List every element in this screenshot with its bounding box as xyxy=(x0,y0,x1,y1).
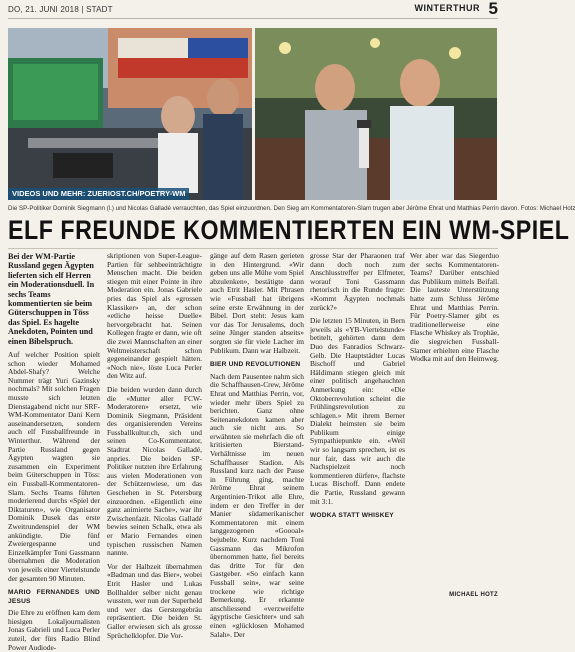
column-5 xyxy=(410,252,499,597)
subheading: MARIO FERNANDES UND JESUS xyxy=(8,589,100,605)
author-byline: MICHAEL HOTZ xyxy=(449,592,498,598)
headline: ELF FREUNDE KOMMENTIERTEN EIN WM-SPIEL xyxy=(8,215,570,245)
column-2 xyxy=(107,251,202,640)
body-paragraph: Auf welcher Position spielt schon wieder Mohamed Abdel-Shafy? Welche Nummer trägt Yuri Gazinsky nochmals? Mit solchen Fragen musste sich letzten Dienstagabend nicht nur SRF-WM-Kommentator Dani Kern auseinandersetzen, sondern auch elf Fussballfreunde in Winterthur. Während der Partie Russland gegen Ägypten wagten sie zusammen ein Experiment beim Güterschuppen in Töss: ein Fussball-Kommentatoren-Slam. Sechs Teams führten moderierend durchs «Spiel der Diktaturen», wie Organisator Dominik Dusek das erste Zweitrundenspiel der WM ankündigte. Die fünf Zweiergespanne und Einzelkämpfer Toni Gassmann übernahmen die Moderation von jeweils einer Viertelstunde der gesamten 90 Minuten. xyxy=(8,350,100,583)
body-paragraph: Die letzten 15 Minuten, in Bern jeweils als «YB-Viertelstunde» betitelt, gehörten dann dem Duo des Fanradios Schwarz-Gelb. Die Hauptstädter Lucas Bischoff und Gabriel Häldimann stiegen gleich mit einer politisch angehauchten Anmerkung ein: «Die Oktoberrevolution scheint die Frühlingsrevolution zu schlagen.» Mit ihrem Berner Dialekt heimsten sie beim Publikum einige Sympathiepunkte ein. «Weil wir so langsam sprechen, ist es nur fair, dass wir auch die Nachspielzeit noch kommentieren dürfen», flachste Lucas Bischoff. Dann endete die Partie, Russland gewann mit 3:1. xyxy=(310,316,405,506)
body-paragraph: Die Ehre zu eröffnen kam dem hiesigen Lokaljournalisten Jonas Gabrieli und Luca Perler zuteil, der fürs Radio Blind Power Audiode- xyxy=(8,608,100,652)
body-paragraph: Die beiden wurden dann durch die «Mutter aller FCW-Moderatoren» ersetzt, wie Dominik Siegmann, Präsident des organisierenden Vereins Fussballkultur.ch, sich und seinen Co-Kommentator, Stadtrat Nicolas Galladé, anpries. Die beiden SP-Politiker nutzten ihre Erfahrung aus vielen Moderationen von der Schützenwiese, um das Geschehen in St. Petersburg einzuordnen. «Eigentlich eine ganz animierte Sache», war ihr Zwischenfazit. Nicolas Galladé bewies seinen Schalk, etwa als er Mario Fernandes einen typischen russischen Namen nannte. xyxy=(107,384,202,558)
lead-paragraph: Bei der WM-Partie Russland gegen Ägypten lieferten sich elf Herren ein Moderationsduell. In sechs Teams kommentierten sie beim Güterschuppen in Töss das Spiel. Es hagelte Anekdoten, Pointen und einen Bibelspruch. xyxy=(8,252,95,346)
headline-divider xyxy=(8,248,498,249)
photo-winners-right xyxy=(255,28,497,200)
page-header xyxy=(8,2,498,19)
column-4 xyxy=(310,252,405,597)
photo-caption: Die SP-Politiker Dominik Siegmann (l.) und Nicolas Galladé verrauchten, das Spiel einzuordnen. Den Sieg am Kommentatoren-Slam trugen aber Jérôme Ehrat und Matthias Perrin davon. Fotos: Michael Hotz xyxy=(8,205,575,212)
section-label: WINTERTHUR xyxy=(414,3,480,13)
photo-commentators-left xyxy=(8,28,252,200)
body-paragraph: Nach dem Pausentee nahm sich die Schaffhausen-Crew, Jérôme Ehrat und Matthias Perrin, vor, wieder mehr übers Spiel zu berichten. Ganz ohne Seitenanekdoten kamen aber auch sie nicht aus. So erwähnten sie mehrfach die oft kritisierten Bierstand-Verhältnisse im neuen Schaffhauser Stadion. Als Russland kurz nach der Pause in Führung ging, machte Jérôme Ehrat seinem Argentinien-Trikot alle Ehre, indem er den Treffer in der Manier südamerikanischer Kommentatoren mit einem langgezogenen «Goooal» bejubelte. Kurz nachdem Toni Gassmann das Mikrofon übernommen hatte, fiel bereits das dritte Tor für den Gastgeber. «So einfach kann Fussball sein», war seine trockene wie richtige Bemerkung. Er erkannte anschliessend «verzweifelte ägyptische Gesichter» und sah einen «glücklosen Mohamed Salah». Der xyxy=(210,371,304,639)
column-3 xyxy=(210,251,304,639)
subheading: BIER UND REVOLUTIONEN xyxy=(210,361,301,369)
body-paragraph: Wer aber war das Siegerduo der sechs Kommentatoren-Teams? Darüber entschied das Publikum mittels Beifall. Die lauteste Unterstützung hatte zum Schluss Jérôme Ehrat und Matthias Perrin. Für Poetry-Slamer gibt es traditionellerweise eine Flasche Whiskey als Trophäe, die siegreichen Fussball-Slamer erhielten eine Flasche Wodka mit auf den Heimweg. xyxy=(410,251,499,364)
body-paragraph: gänge auf dem Rasen gerieten in den Hintergrund. «Wir geben uns alle Mühe vom Spiel abzulenken», bestätigte dann auch Etrit Hasler. Mit Phrasen wie «Fussball hat übrigens seine erste Erwähnung in der Bibel. Dort steht: Jesus kam vor das Tor Jerusalems, doch seine Jünger standen abseits» sorgten sie für viele Lacher im Publikum. Dann war Halbzeit. xyxy=(210,251,304,355)
subheading: WODKA STATT WHISKEY xyxy=(310,512,394,520)
body-paragraph: grosse Star der Pharaonen traf dann doch noch zum Anschlusstreffer per Elfmeter, worauf Toni Gassmann rhetorisch in die Runde fragte: «Kommt Ägypten nochmals zurück?» xyxy=(310,251,405,312)
page-number: 5 xyxy=(488,0,498,18)
date-section-label: DO, 21. JUNI 2018 | STADT xyxy=(8,5,113,14)
video-link-banner[interactable]: VIDEOS UND MEHR: ZUERIOST.CH/POETRY-WM xyxy=(8,188,189,200)
body-paragraph: Vor der Halbzeit übernahmen «Badman und das Bier», wobei Etrit Hasler und Lukas Bollhalder selber nicht genau wussten, wer nun der Superheld und wer das Gerstengebräu repräsentiert. Die beiden St. Galler erwiesen sich als grosse Sprüchelklopfer. Die Vor- xyxy=(107,561,202,640)
column-1 xyxy=(8,252,100,652)
body-paragraph: skriptionen von Super-League-Partien für sehbeeinträchtigte Menschen macht. Die beiden stiegen mit einer Pointe in ihre Moderation ein. Jonas Gabriele pries das Spiel als «grossen Klassiker» an, der schon «etliche heisse Duelle» hervorgebracht hat. Seinen Kollegen fragte er dann, wie oft die zwei Mannschaften an einer Weltmeisterschaft schon gegeneinander gespielt hätten. «Noch nie», löste Luca Perler den Witz auf. xyxy=(107,251,202,381)
